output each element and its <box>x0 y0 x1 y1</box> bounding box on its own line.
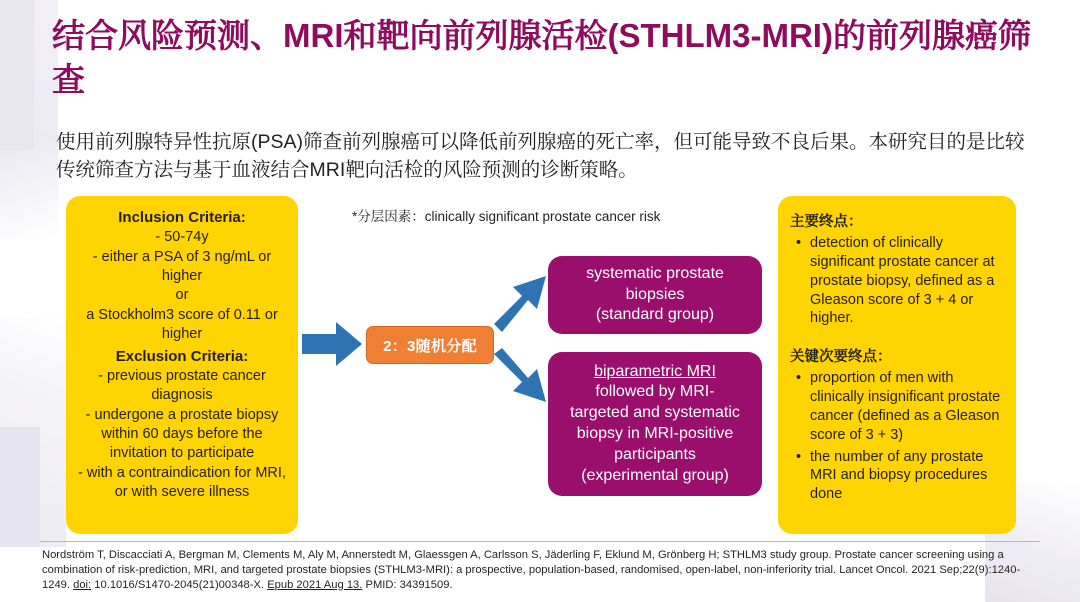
citation-journal: Lancet Oncol. 2021 Sep;22(9):1240-1249. <box>42 563 1021 591</box>
citation <box>42 548 1042 593</box>
arrow-to-experimental-group <box>492 344 554 416</box>
primary-endpoint-heading: 主要终点： <box>790 214 863 230</box>
experimental-group-line: biopsy in MRI-positive <box>576 425 734 442</box>
citation-epub: Epub 2021 Aug 13. <box>267 578 363 591</box>
standard-group-box <box>548 256 762 334</box>
experimental-group-text <box>570 362 740 487</box>
experimental-group-line: (experimental group) <box>581 466 729 484</box>
secondary-endpoint-heading: 关键次要终点： <box>790 349 892 366</box>
citation-authors: Nordström T, Discacciati A, Bergman M, Clements M, Aly M, Annerstedt M, Glaessgen A, Carlsson S, Jäderling F, Eklund M, Grönberg H; STHLM3 study group. <box>42 549 832 561</box>
criteria-box <box>66 196 298 534</box>
randomisation-box: 2：3随机分配 <box>366 326 494 364</box>
citation-doi: 10.1016/S1470-2045(21)00348-X. <box>94 578 265 591</box>
stratification-note: *分层因素：clinically significant prostate cancer risk <box>352 209 661 224</box>
intro-paragraph: 使用前列腺特异性抗原(PSA)筛查前列腺癌可以降低前列腺癌的死亡率，但可能导致不良后果。本研究目的是比较传统筛查方法与基于血液结合MRI靶向活检的风险预测的诊断策略。 <box>56 131 1025 182</box>
experimental-group-line: participants <box>614 445 696 463</box>
criteria-content <box>76 208 288 503</box>
citation-divider <box>40 541 1040 542</box>
decorative-corner-top-left <box>0 0 58 240</box>
experimental-group-line: followed by MRI- <box>595 383 715 401</box>
standard-group-line: biopsies <box>625 285 685 303</box>
endpoints-spacer <box>790 331 1004 343</box>
inclusion-item: - either a PSA of 3 ng/mL or higher <box>92 248 272 284</box>
biparametric-underline: biparametric MRI <box>594 362 716 380</box>
experimental-group-box <box>548 352 762 496</box>
inclusion-item: - 50-74y <box>155 229 209 246</box>
inclusion-item: or <box>175 287 189 304</box>
secondary-endpoint-item: • the number of any prostate MRI and biopsy procedures done <box>794 448 1004 505</box>
secondary-endpoint-item: • proportion of men with clinically insignificant prostate cancer (defined as a Gleason score of 3 + 3) <box>794 369 1004 444</box>
experimental-group-line-first <box>570 362 740 383</box>
page-title: 结合风险预测、MRI和靶向前列腺活检(STHLM3-MRI)的前列腺癌筛查 <box>52 17 1031 98</box>
endpoints-box <box>778 196 1016 534</box>
exclusion-criteria-heading: Exclusion Criteria: <box>115 347 249 365</box>
exclusion-item: - previous prostate cancer diagnosis <box>98 367 266 404</box>
arrow-criteria-to-randomisation <box>300 318 366 374</box>
arrow-to-standard-group <box>492 266 554 338</box>
decorative-corner-bottom-left <box>0 317 66 547</box>
inclusion-item: a Stockholm3 score of 0.11 or higher <box>86 306 278 343</box>
standard-group-text <box>586 264 724 326</box>
exclusion-item: - with a contraindication for MRI, or with severe illness <box>78 464 286 501</box>
citation-doi-label[interactable]: doi: <box>73 578 92 591</box>
primary-endpoint-item: • detection of clinically significant prostate cancer at prostate biopsy, defined as a Gleason score of 3 + 4 or higher. <box>794 234 1004 328</box>
citation-pmid: PMID: 34391509. <box>365 578 453 591</box>
standard-group-line: (standard group) <box>595 306 715 324</box>
exclusion-item: - undergone a prostate biopsy within 60 days before the invitation to participate <box>85 406 279 462</box>
secondary-endpoint-list <box>794 369 1004 504</box>
citation-title: Prostate cancer screening using a combination of risk-prediction, MRI, and targeted prostate biopsies (STHLM3-MRI): a prospective, population-based, randomised, open-label, non-inferiority trial. <box>42 549 1004 576</box>
primary-endpoint-list <box>794 234 1004 328</box>
standard-group-line: systematic prostate <box>586 264 724 282</box>
experimental-group-line: targeted and systematic <box>570 404 740 422</box>
inclusion-criteria-heading: Inclusion Criteria: <box>118 209 246 226</box>
